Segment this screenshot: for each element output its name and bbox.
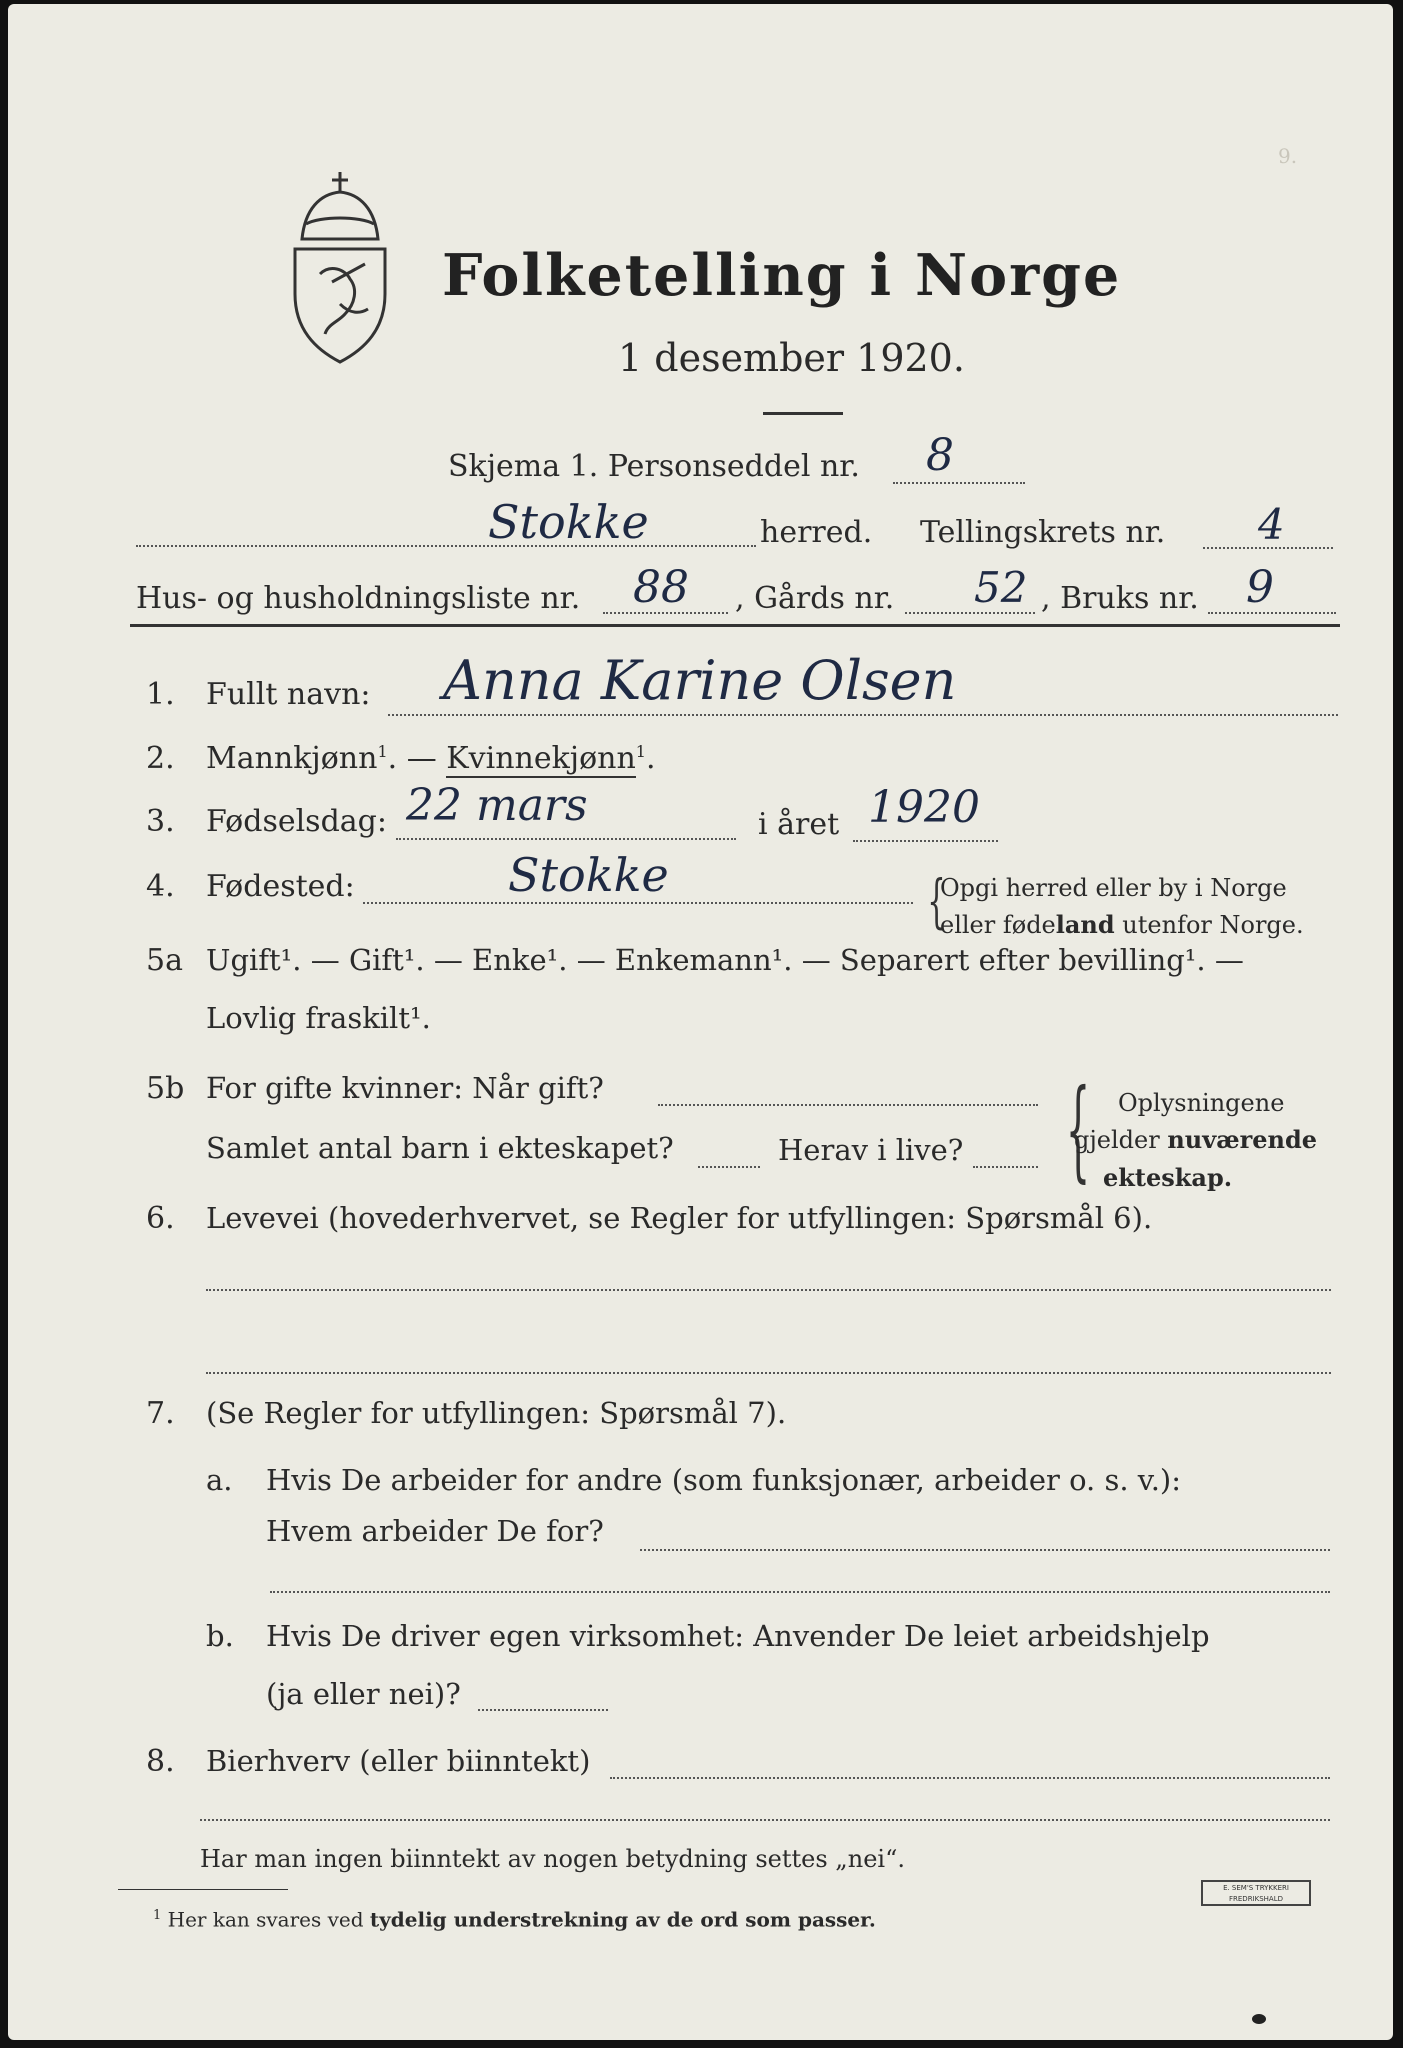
q7b-letter: b. (206, 1619, 234, 1653)
q5b-line1: For gifte kvinner: Når gift? (206, 1071, 604, 1105)
hus-label: Hus- og husholdningsliste nr. (136, 581, 581, 616)
birthyear-value: 1920 (868, 782, 980, 833)
hus-value: 88 (633, 562, 689, 613)
gender-male[interactable]: Mannkjønn (206, 741, 378, 776)
q5b-note-line2 (1074, 1125, 1318, 1154)
occupation-field-line2[interactable] (206, 1372, 1331, 1374)
q3-label: Fødselsdag: (206, 804, 387, 839)
gards-field[interactable] (905, 612, 1035, 614)
gards-label: , Gårds nr. (735, 581, 895, 616)
q7a-line1: Hvis De arbeider for andre (som funksjonær, arbeider o. s. v.): (266, 1463, 1182, 1497)
footer-note: Har man ingen biinntekt av nogen betydning settes „nei“. (200, 1845, 905, 1873)
q8-label: Bierhverv (eller biinntekt) (206, 1744, 591, 1778)
children-count-field[interactable] (698, 1166, 760, 1168)
employer-field[interactable] (640, 1549, 1330, 1551)
norwegian-coat-of-arms-icon (280, 164, 400, 369)
q5a-number: 5a (146, 943, 183, 978)
personseddel-field[interactable] (893, 482, 1025, 484)
q4-note-brace: { (927, 867, 946, 935)
q5b-note-part: gjelder (1074, 1126, 1168, 1154)
ink-blot (1252, 2014, 1266, 2024)
herred-value: Stokke (488, 495, 649, 549)
q1-number: 1. (146, 677, 175, 712)
q4-label: Fødested: (206, 869, 355, 904)
full-name-field[interactable] (388, 714, 1338, 716)
birthplace-field[interactable] (363, 902, 913, 904)
bruks-value: 9 (1246, 562, 1274, 613)
gards-value: 52 (974, 563, 1028, 612)
q5b-note-line1: Oplysningene (1118, 1089, 1285, 1117)
side-income-field-line2[interactable] (200, 1819, 1330, 1821)
occupation-field-line1[interactable] (206, 1289, 1331, 1291)
footnote-divider (118, 1889, 288, 1890)
q5b-children-label: Samlet antal barn i ekteskapet? (206, 1131, 674, 1165)
herred-field[interactable] (136, 545, 756, 547)
printer-stamp: E. SEM'S TRYKKERI FREDRIKSHALD (1201, 1880, 1311, 1906)
q5b-number: 5b (146, 1071, 185, 1106)
marital-status-options[interactable]: Ugift¹. — Gift¹. — Enke¹. — Enkemann¹. — Separert efter bevilling¹. — (206, 943, 1244, 977)
q4-note-part: utenfor Norge. (1114, 911, 1304, 939)
bleed-through-text: 9. (1278, 144, 1298, 168)
title-divider (763, 412, 843, 415)
q8-number: 8. (146, 1744, 175, 1779)
header-section-divider (130, 624, 1340, 627)
q4-note-part: eller føde (940, 911, 1056, 939)
marital-status-options-cont[interactable]: Lovlig fraskilt¹. (206, 1001, 431, 1035)
q6-number: 6. (146, 1201, 175, 1236)
q7a-line2: Hvem arbeider De for? (266, 1514, 604, 1548)
q7-label: (Se Regler for utfyllingen: Spørsmål 7). (206, 1396, 787, 1430)
census-form-sheet (8, 4, 1393, 2040)
q2-number: 2. (146, 741, 175, 776)
footnote-text: Her kan svares ved (167, 1907, 370, 1932)
q4-note-line1: Opgi herred eller by i Norge (940, 874, 1287, 902)
gender-end: . (645, 741, 656, 776)
footnote-bold-text: tydelig understrekning av de ord som passer. (369, 1907, 876, 1932)
side-income-field[interactable] (610, 1777, 1330, 1779)
q4-note-bold: land (1055, 910, 1115, 939)
q5b-note-bold: nuværende (1167, 1125, 1318, 1154)
gender-separator: . — (387, 741, 447, 776)
q4-note-line2 (940, 910, 1304, 939)
tellingskrets-label: Tellingskrets nr. (920, 515, 1166, 550)
birthplace-value: Stokke (508, 848, 669, 902)
form-date: 1 desember 1920. (618, 336, 965, 380)
footnote (153, 1909, 876, 1930)
employer-field-line2[interactable] (270, 1591, 1330, 1593)
married-date-field[interactable] (658, 1104, 1038, 1106)
children-alive-field[interactable] (973, 1166, 1038, 1168)
gender-options (206, 741, 656, 776)
herred-label: herred. (760, 515, 873, 550)
q4-number: 4. (146, 869, 175, 904)
tellingskrets-value: 4 (1258, 500, 1285, 549)
personseddel-value: 8 (926, 430, 954, 481)
q1-label: Fullt navn: (206, 677, 371, 712)
birthdate-field[interactable] (396, 838, 736, 840)
full-name-value: Anna Karine Olsen (443, 649, 957, 712)
q3-year-label: i året (758, 807, 840, 842)
q6-label: Levevei (hovederhvervet, se Regler for utfyllingen: Spørsmål 6). (206, 1201, 1153, 1235)
q7a-letter: a. (206, 1463, 233, 1497)
q3-number: 3. (146, 804, 175, 839)
footnote-number: 1 (153, 1908, 162, 1923)
footnote-marker: 1 (377, 742, 388, 761)
bruks-label: , Bruks nr. (1041, 581, 1199, 616)
birthdate-value: 22 mars (406, 780, 588, 831)
q5b-note-brace: { (1065, 1065, 1091, 1193)
hired-help-field[interactable] (478, 1709, 608, 1711)
form-title: Folketelling i Norge (442, 242, 1122, 309)
birthyear-field[interactable] (853, 840, 998, 842)
q5b-note-line3: ekteskap. (1103, 1163, 1233, 1192)
q7b-line1: Hvis De driver egen virksomhet: Anvender De leiet arbeidshjelp (266, 1619, 1210, 1653)
q7-number: 7. (146, 1396, 175, 1431)
q7b-line2: (ja eller nei)? (266, 1677, 461, 1711)
q5b-alive-label: Herav i live? (778, 1133, 964, 1167)
skjema-label: Skjema 1. Personseddel nr. (448, 449, 860, 484)
footnote-marker: 1 (635, 742, 646, 761)
gender-female[interactable]: Kvinnekjønn (446, 741, 636, 776)
